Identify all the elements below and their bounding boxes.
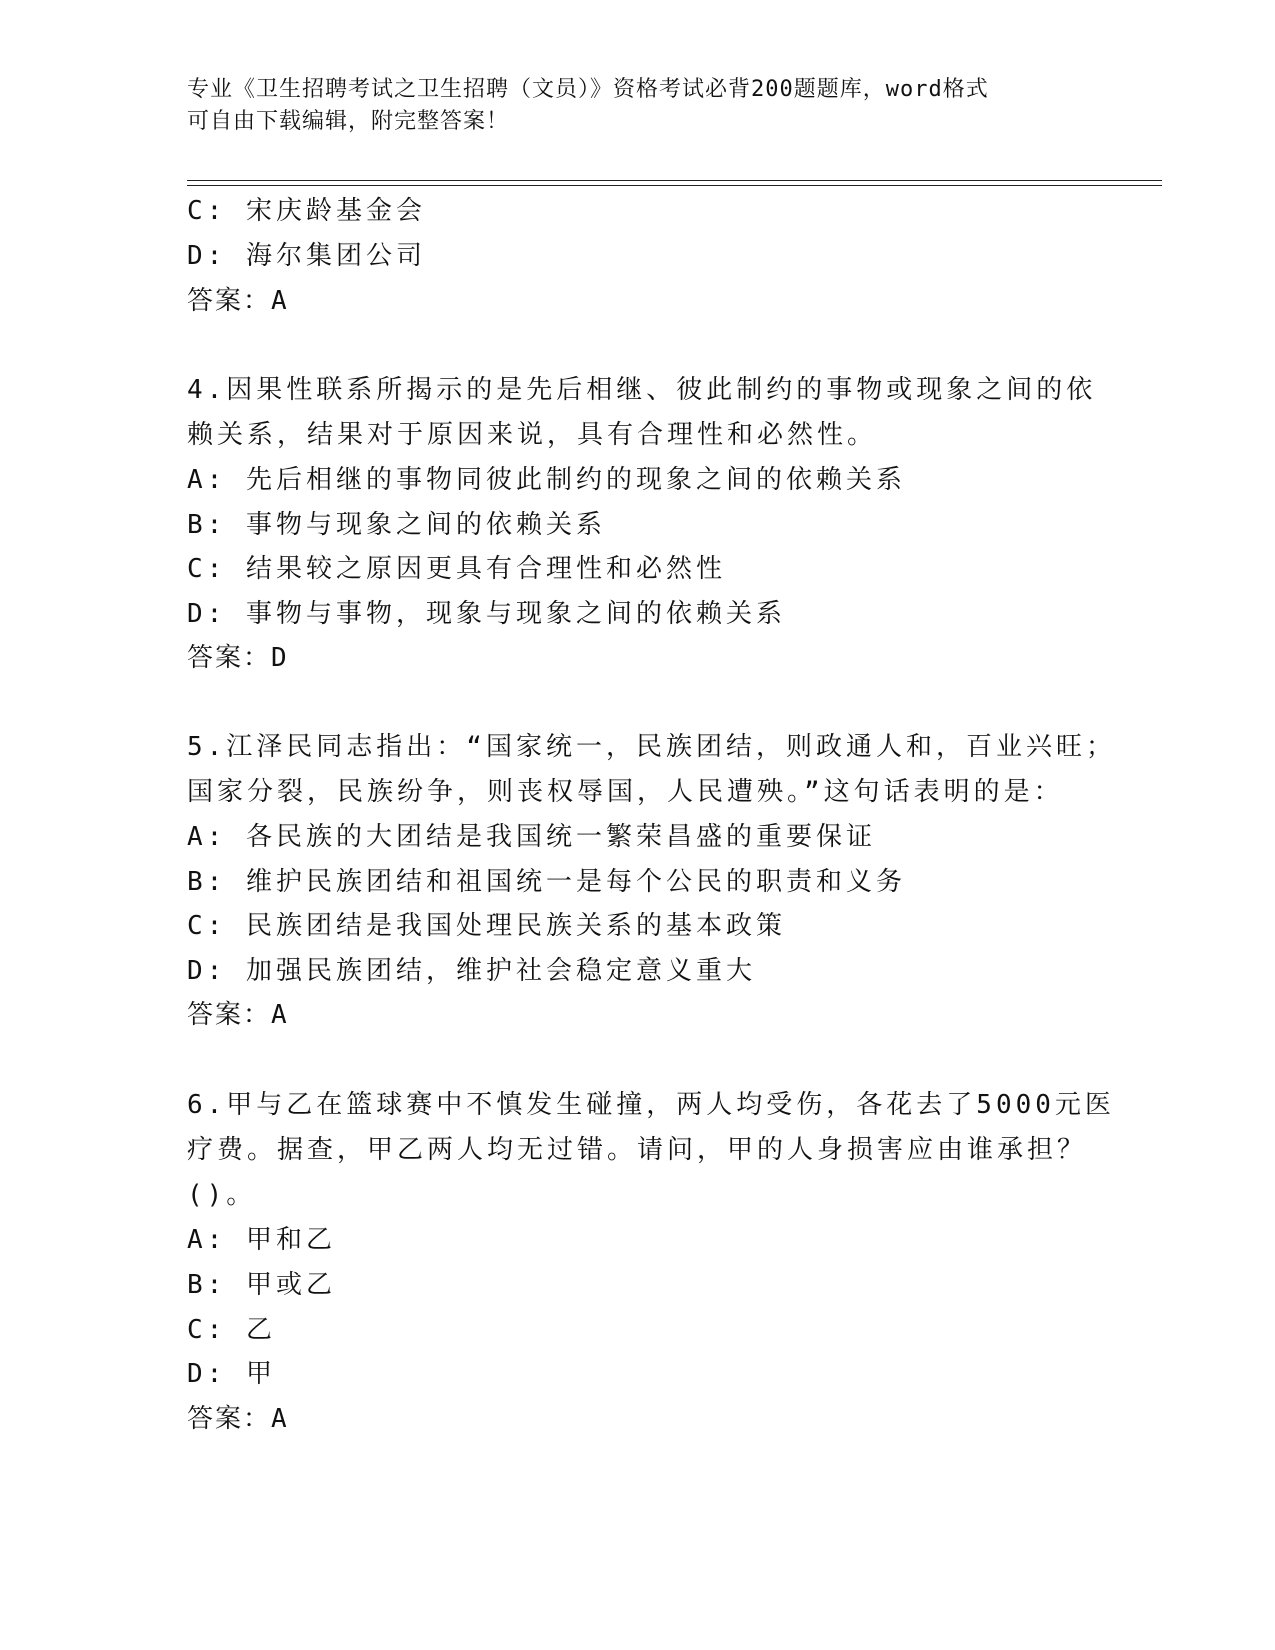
answer-label: 答案： (187, 1404, 272, 1434)
q5-stem-line-2: 国家分裂，民族纷争，则丧权辱国，人民遭殃。”这句话表明的是： (187, 777, 1064, 807)
header-line-2: 可自由下载编辑，附完整答案！ (187, 109, 510, 134)
answer-label: 答案： (187, 1000, 272, 1030)
q3-answer (187, 284, 289, 318)
q3-option-c: C: 宋庆龄基金会 (187, 196, 426, 226)
q6-stem-line-1: 6.甲与乙在篮球赛中不慎发生碰撞，两人均受伤，各花去了5000元医 (187, 1090, 1115, 1120)
q6-stem-line-2: 疗费。据查，甲乙两人均无过错。请问，甲的人身损害应由谁承担？ (187, 1135, 1088, 1165)
answer-value: A (271, 286, 289, 316)
header-line-1: 专业《卫生招聘考试之卫生招聘（文员）》资格考试必背200题题库，word格式 (187, 77, 989, 102)
document-header (187, 74, 1087, 138)
q5-option-c: C: 民族团结是我国处理民族关系的基本政策 (187, 911, 786, 941)
q6-option-c: C: 乙 (187, 1315, 276, 1345)
q4-stem-line-2: 赖关系，结果对于原因来说，具有合理性和必然性。 (187, 420, 878, 450)
q6-stem-line-3: ()。 (187, 1180, 257, 1210)
answer-label: 答案： (187, 643, 272, 673)
q3-option-d: D: 海尔集团公司 (187, 241, 426, 271)
header-divider-bottom (187, 185, 1162, 186)
q6-option-b: B: 甲或乙 (187, 1270, 336, 1300)
answer-value: A (271, 1000, 289, 1030)
q4-option-b: B: 事物与现象之间的依赖关系 (187, 510, 606, 540)
q6-option-d: D: 甲 (187, 1359, 276, 1389)
q4-option-c: C: 结果较之原因更具有合理性和必然性 (187, 554, 726, 584)
q4-option-d: D: 事物与事物，现象与现象之间的依赖关系 (187, 599, 786, 629)
header-divider-top (187, 180, 1162, 181)
answer-value: A (271, 1404, 289, 1434)
q5-stem-line-1: 5.江泽民同志指出：“国家统一，民族团结，则政通人和，百业兴旺； (187, 732, 1116, 762)
q5-option-d: D: 加强民族团结，维护社会稳定意义重大 (187, 956, 756, 986)
answer-label: 答案： (187, 286, 272, 316)
q4-option-a: A: 先后相继的事物同彼此制约的现象之间的依赖关系 (187, 465, 906, 495)
q6-option-a: A: 甲和乙 (187, 1225, 336, 1255)
q5-option-b: B: 维护民族团结和祖国统一是每个公民的职责和义务 (187, 867, 906, 897)
q4-stem-line-1: 4.因果性联系所揭示的是先后相继、彼此制约的事物或现象之间的依 (187, 375, 1097, 405)
q5-option-a: A: 各民族的大团结是我国统一繁荣昌盛的重要保证 (187, 822, 876, 852)
q6-answer (187, 1402, 289, 1436)
q4-answer (187, 641, 289, 675)
answer-value: D (271, 643, 289, 673)
q5-answer (187, 998, 289, 1032)
